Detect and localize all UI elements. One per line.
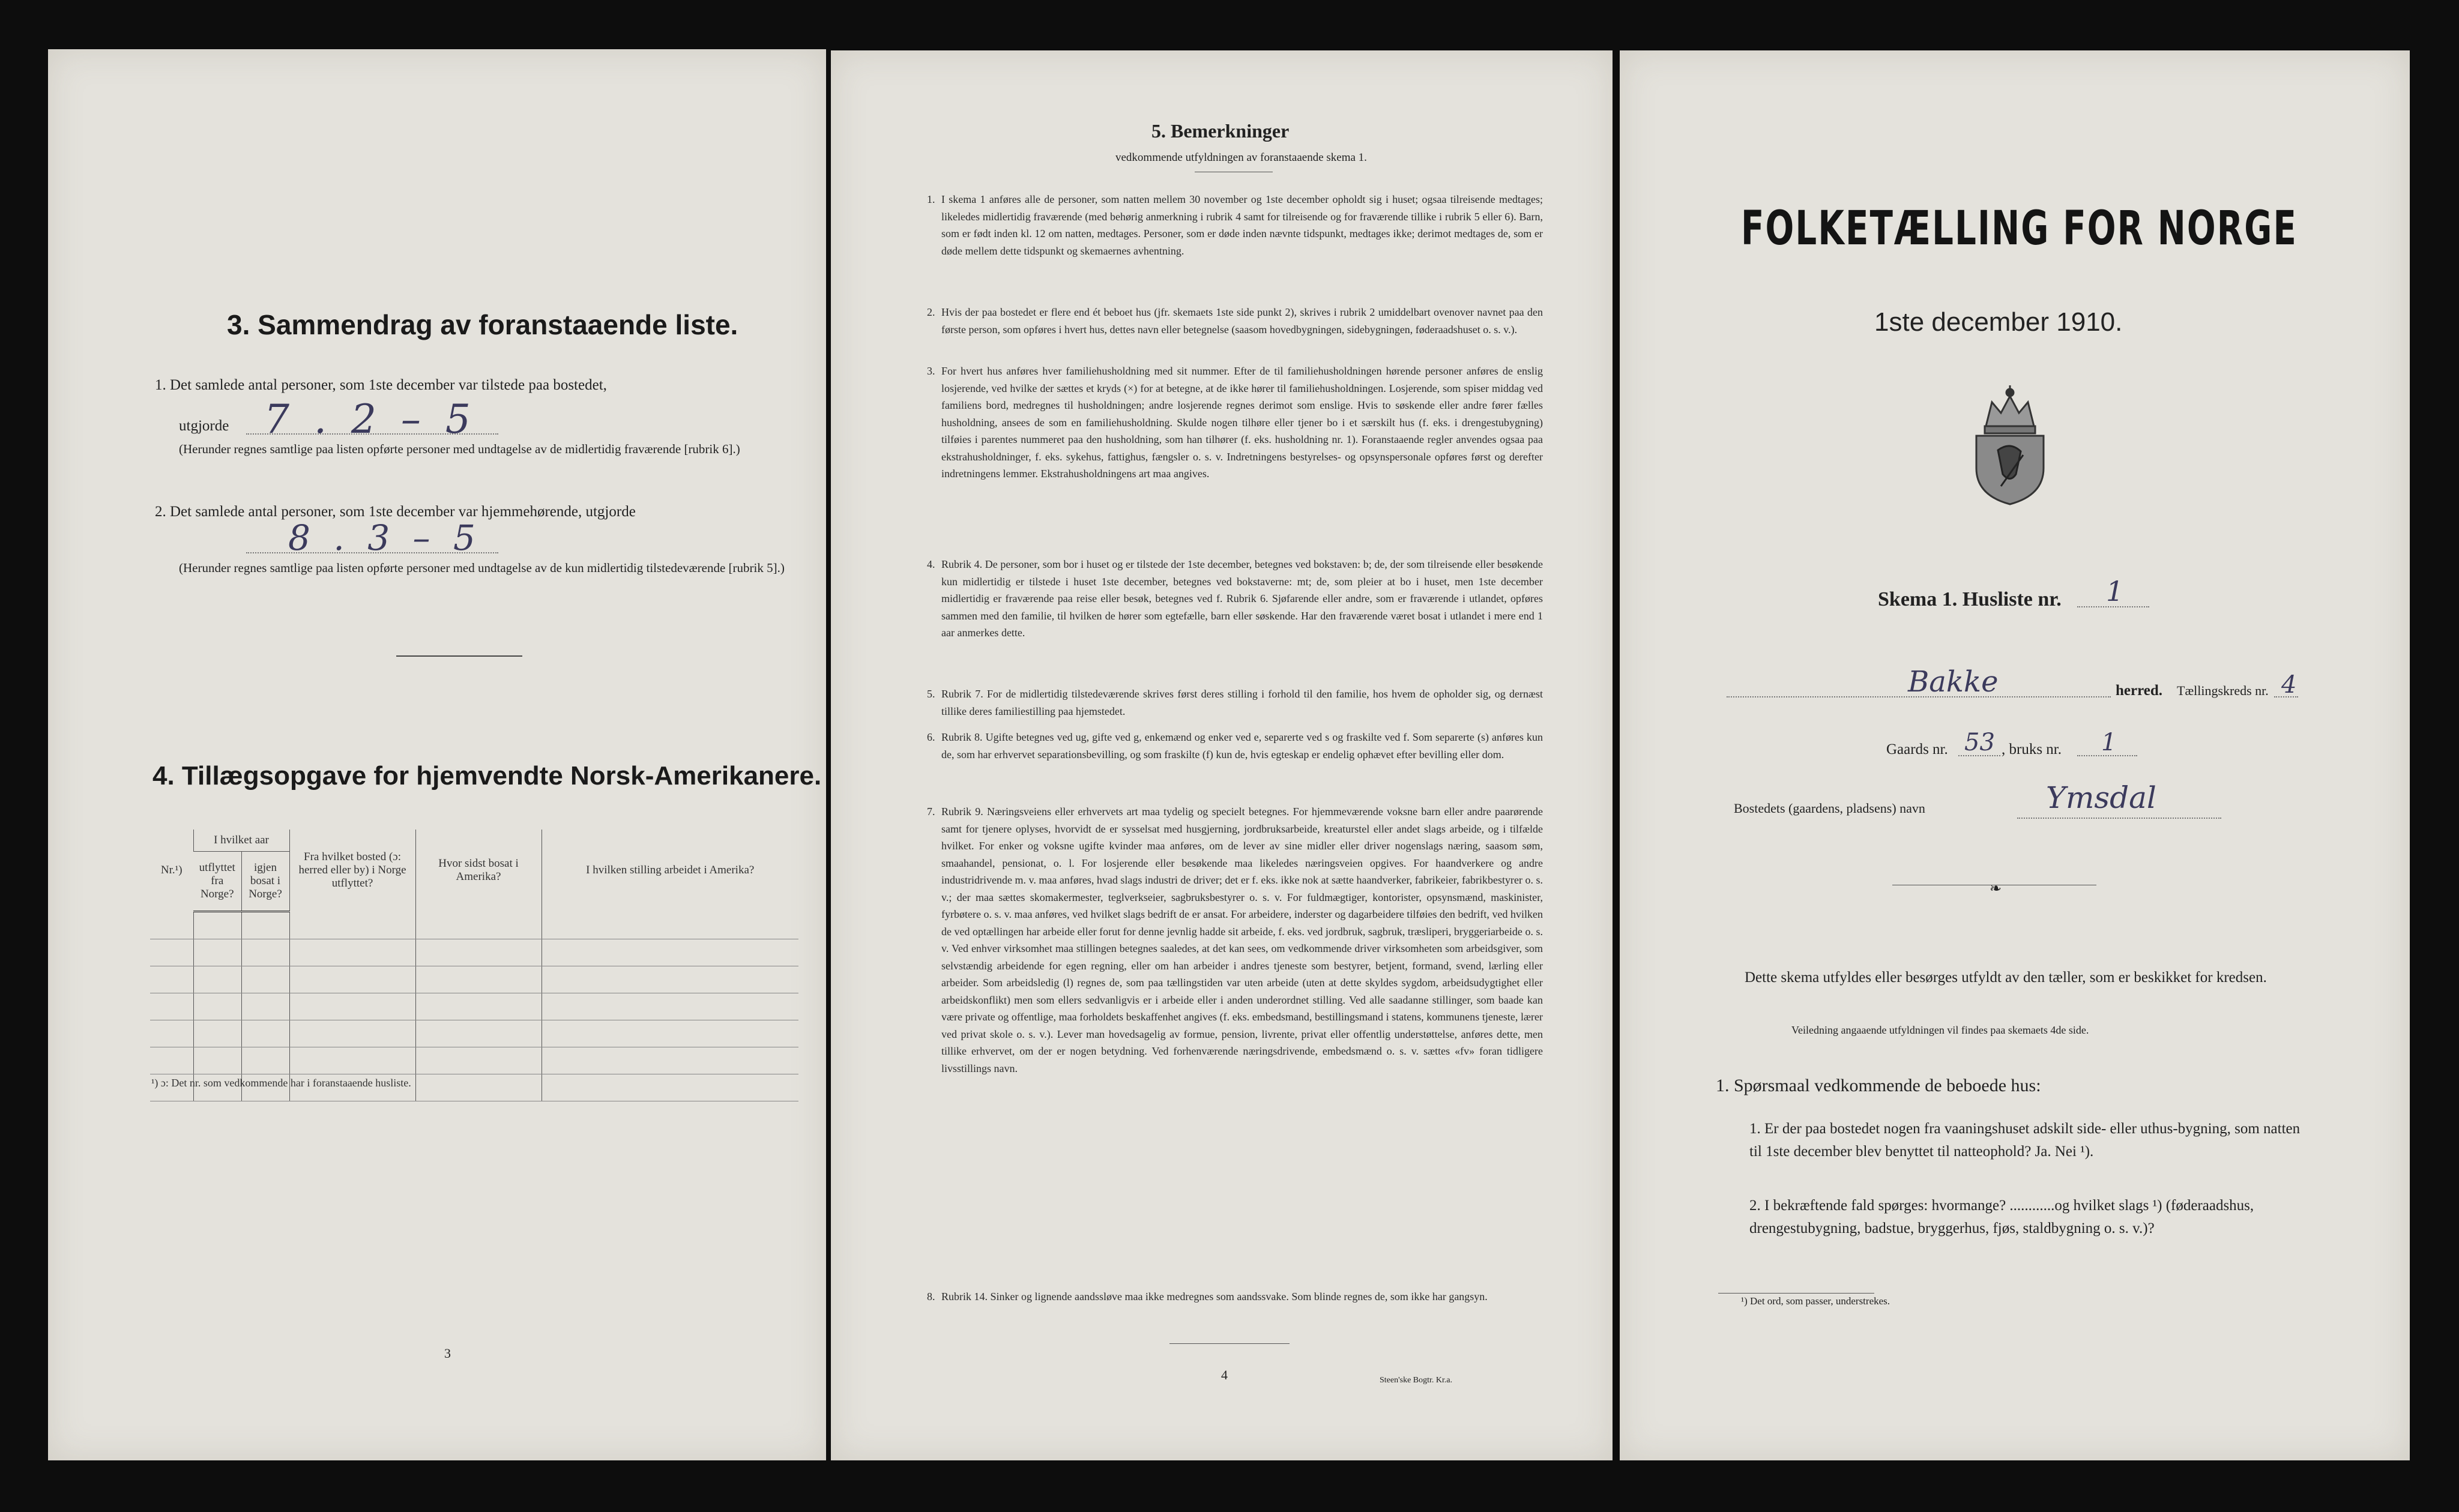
norwegian-coat-of-arms-icon (1968, 384, 2052, 507)
remark-number: 8. (927, 1291, 935, 1303)
col-header-group: I hvilket aar (193, 830, 289, 851)
table-cell (415, 939, 542, 966)
table-cell (415, 993, 542, 1020)
remark-text: Hvis der paa bostedet er flere end ét beboet hus (jfr. skemaets 1ste side punkt 2), skrives i rubrik 2 umiddelbart ovenover navnet paa den første person, som opføres i hvert hus, dettes navn eller betegnelse (saasom hovedbygningen, sidebygningen, føderaadshuset o. s. v.). (941, 306, 1543, 336)
table-cell (150, 1020, 193, 1047)
section3-item2-note: (Herunder regnes samtlige paa listen opførte personer med undtagelse av de kun midlertidig tilstedeværende [rubrik 5].) (179, 561, 785, 575)
husliste-number-handwritten: 1 (2106, 575, 2124, 607)
remark-item (927, 191, 1543, 259)
table-cell (542, 993, 798, 1020)
table-cell (542, 911, 798, 939)
table-cell (289, 939, 415, 966)
left-page (48, 49, 826, 1460)
table-cell (193, 1020, 241, 1047)
table-row (150, 966, 798, 993)
herred-handwritten: Bakke (1908, 665, 1999, 699)
remark-number: 7. (927, 806, 935, 818)
kreds-label: Tællingskreds nr. (2177, 683, 2269, 698)
col-header-fra: Fra hvilket bosted (ɔ: herred eller by) i Norge utflyttet? (289, 830, 415, 911)
remark-text: Rubrik 7. For de midlertidig tilstedeværende skrives først deres stilling i forhold til den familie, hos hvem de opholder sig, og dernæst tillike deres familiestilling paa hjemstedet. (941, 688, 1543, 717)
table-cell (542, 939, 798, 966)
col-header-igjen: igjen bosat i Norge? (241, 851, 289, 911)
remark-number: 1. (927, 193, 935, 205)
table-cell (289, 911, 415, 939)
table-cell (193, 966, 241, 993)
table-cell (193, 1047, 241, 1074)
table-cell (415, 1074, 542, 1101)
remark-number: 4. (927, 558, 935, 570)
table-cell (542, 1074, 798, 1101)
table-cell (193, 939, 241, 966)
remark-text: I skema 1 anføres alle de personer, som natten mellem 30 november og 1ste december opholdt sig i huset; ogsaa tilreisende medtages; likeledes midlertidig fraværende (med behørig anmerkning i rubrik 4 samt for tilreisende og for fraværende tillike i rubrik 5 eller 6). Barn, som er født inden kl. 12 om natten, medtages. Personer, som er døde inden nævnte tidspunkt, medtages ikke; derimot medtages de, som er døde mellem dette tidspunkt og skemaernes avhentning. (941, 193, 1543, 257)
remark-number: 2. (927, 306, 935, 318)
bruks-label: , bruks nr. (2002, 741, 2062, 758)
page-number-3: 3 (444, 1346, 451, 1361)
bosted-label: Bostedets (gaardens, pladsens) navn (1734, 801, 1925, 816)
remark-text: For hvert hus anføres hver familiehusholdning med sit nummer. Efter de til familiehusholdningen hørende personer anføres de enslig losjerende, ved hvilke der sættes et kryds (×) for at betegne, at de ikke hører til familiehusholdningen. Losjerende, som spiser middag ved familiens bord, medregnes til husholdningen; andre losjerende regnes derimot som enslige. Hvis to søskende eller andre fører fælles husholdning, ansees de som en familiehusholdning. Skulde nogen tilhøre eller tjener bo i et særskilt hus (f. eks. i drengestubygning) tilføies i parentes nummeret paa den husholdning, som han tilhører (f. eks. husholdning nr. 1). Foranstaaende regler anvendes ogsaa paa ekstrahusholdninger, f. eks. sykehus, fattighus, fængsler o. s. v. Indretningens bestyrelses- og opsynspersonale opføres først og derefter indretningens lemmer. Ekstrahusholdningens art maa angives. (941, 365, 1543, 480)
section3-item1-handwritten-value: 7 . 2 – 5 (264, 396, 477, 442)
remarks-title: 5. Bemerkninger (1151, 120, 1290, 142)
footnote-rule (1718, 1293, 1874, 1294)
bosted-dotline (2017, 818, 2221, 819)
gaards-label: Gaards nr. (1886, 741, 1948, 758)
veiledning-text: Veiledning angaaende utfyldningen vil findes paa skemaets 4de side. (1791, 1024, 2089, 1036)
table-cell (289, 993, 415, 1020)
remark-text: Rubrik 4. De personer, som bor i huset og er tilstede der 1ste december, betegnes ved bokstaven: b; de, der som tilreisende eller besøkende kun midlertidig er tilstede i huset 1ste december, betegnes ved bokstaverne: mt; de, som pleier at bo i huset, men 1ste december midlertidig er fraværende paa reise eller besøk, betegnes ved f. Rubrik 6. Sjøfarende eller andre, som er fraværende i utlandet, opføres sammen med den familie, til hvilken de hører som egtefælle, barn eller søskende. Har den fraværende været bosat i utlandet i mere end 1 aar anmerkes dette. (941, 558, 1543, 639)
table-cell (241, 939, 289, 966)
col-header-stilling: I hvilken stilling arbeidet i Amerika? (542, 830, 798, 911)
remark-text: Rubrik 8. Ugifte betegnes ved ug, gifte ved g, enkemænd og enker ved e, separerte ved s og fraskilte ved f. Som separerte (s) anføres kun de, som har erhvervet separationsbevilling, og som fraskilte (f) kun de, hvis egteskap er endelig ophævet efter bevilling eller dom. (941, 731, 1543, 761)
remark-number: 5. (927, 688, 935, 700)
remark-item (927, 729, 1543, 763)
table-cell (241, 966, 289, 993)
table-cell (415, 1047, 542, 1074)
remark-item (927, 803, 1543, 1077)
table-cell (193, 993, 241, 1020)
remark-item (927, 556, 1543, 642)
remark-text: Rubrik 14. Sinker og lignende aandssløve maa ikke medregnes som aandssvake. Som blinde regnes de, som ikke har gangsyn. (941, 1291, 1488, 1303)
bruks-handwritten: 1 (2101, 729, 2117, 756)
section3-item2-handwritten-value: 8 . 3 – 5 (288, 517, 481, 558)
section3-item1-label: utgjorde (179, 418, 229, 434)
table-cell (150, 911, 193, 939)
skema-label: Skema 1. Husliste nr. (1878, 588, 2062, 610)
bosted-handwritten: Ymsdal (2046, 780, 2156, 815)
gaards-handwritten: 53 (1964, 729, 1995, 756)
kreds-handwritten: 4 (2281, 671, 2297, 699)
remark-item (927, 304, 1543, 338)
table-cell (241, 911, 289, 939)
section3-item1-text: 1. Det samlede antal personer, som 1ste december var tilstede paa bostedet, (155, 377, 607, 393)
herred-label: herred. (2116, 682, 2162, 699)
page-number-4: 4 (1221, 1367, 1228, 1382)
table-row (150, 1047, 798, 1074)
table-cell (150, 966, 193, 993)
table-cell (241, 993, 289, 1020)
table-cell (193, 911, 241, 939)
section4-title: 4. Tillægsopgave for hjemvendte Norsk-Amerikanere. (152, 761, 822, 791)
table-cell (415, 1020, 542, 1047)
table-cell (241, 1047, 289, 1074)
section4-footnote: ¹) ɔ: Det nr. som vedkommende har i foranstaaende husliste. (151, 1077, 411, 1089)
table-cell (542, 1047, 798, 1074)
table-row (150, 993, 798, 1020)
question-heading: 1. Spørsmaal vedkommende de beboede hus: (1716, 1076, 2041, 1095)
fleuron-ornament-icon: ❧ (1990, 881, 2002, 897)
section3-title: 3. Sammendrag av foranstaaende liste. (227, 309, 738, 340)
table-cell (150, 939, 193, 966)
table-body (150, 911, 798, 1101)
table-cell (289, 1047, 415, 1074)
remark-number: 6. (927, 731, 935, 743)
remark-item (927, 1288, 1543, 1306)
form-title: FOLKETÆLLING FOR NORGE (1741, 202, 2298, 256)
remark-item (927, 363, 1543, 483)
question-1: 1. Er der paa bostedet nogen fra vaaningshuset adskilt side- eller uthus-bygning, som natten til 1ste december blev benyttet til natteophold? Ja. Nei ¹). (1749, 1121, 2301, 1160)
table-cell (289, 1020, 415, 1047)
section-divider (396, 655, 522, 657)
table-cell (289, 966, 415, 993)
printer-credit: Steen'ske Bogtr. Kr.a. (1380, 1376, 1453, 1385)
table-cell (241, 1020, 289, 1047)
remarks-end-rule (1169, 1343, 1290, 1344)
remark-item (927, 685, 1543, 720)
question-2: 2. I bekræftende fald spørges: hvormange? ............og hvilket slags ¹) (føderaadshus, drengestubygning, badstue, bryggerhus, fjøs, staldbygning o. s. v.)? (1749, 1197, 2254, 1236)
remark-text: Rubrik 9. Næringsveiens eller erhvervets art maa tydelig og specielt betegnes. For hjemmeværende voksne barn eller andre paarørende samt for tjenere oplyses, hvorvidt de er sysselsat med husgjerning, jordbruksarbeide, kreaturstel eller andet slags arbeide, og i tilfælde hvilket. For enker og voksne ugifte kvinder maa anføres, om de lever av sine midler eller driver nogenslags næring, saasom søm, smaahandel, pensionat, o. l. For losjerende eller besøkende maa likeledes næringsveien opgives. For haandverkere og andre industridrivende m. v. maa anføres, hvad slags industri de driver; det er f. eks. ikke nok at sætte haandverker, fabrikeier, fabrikbestyrer o. s. v.; der maa sættes skomakermester, teglverkseier, sagbruksbestyrer o. s. v. For fuldmægtiger, kontorister, opsynsmænd, maskinister, fyrbøtere o. s. v. maa anføres, ved hvilket slags bedrift de er ansat. For arbeidere, inderster og dagarbeidere tilføies den bedrift, ved hvilken de ved optællingen har arbeide eller forut for denne jevnlig hadde sit arbeide, f. eks. ved jordbruk, sagbruk, træsliperi, bryggeriarbeide o. s. v. Ved enhver virksomhet maa stillingen betegnes saaledes, at det kan sees, om vedkommende driver virksomheten som arbeidsgiver, som selvstændig arbeidende for egen regning, eller om han arbeider i andres tjeneste som bestyrer, betjent, formand, svend, lærling eller arbeider. Som arbeidsledig (l) regnes de, som paa tællingstiden var uten arbeide (uten at dette skyldes sygdom, arbeidsudygtighet eller arbeidskonflikt) men som ellers sedvanligvis er i arbeide eller i anden underordnet stilling. Ved alle saadanne stillinger, som baade kan være private og offentlige, maa forholdets beskaffenhet angives (f. eks. embedsmand, bestillingsmand i statens, kommunens tjeneste, lærer ved privat skole o. s. v.). Lever man hovedsagelig av formue, pension, livrente, privat eller offentlig understøttelse, anføres dette, men tillike erhvervet, om der er nogen betydning. Ved forhenværende næringsdrivende, embedsmænd o. s. v. sættes «fv» foran tidligere livsstillings navn. (941, 806, 1543, 1074)
col-header-nr: Nr.¹) (160, 864, 183, 876)
remarks-subtitle: vedkommende utfyldningen av foranstaaende skema 1. (1115, 151, 1367, 164)
table-cell (542, 1020, 798, 1047)
table-cell (415, 911, 542, 939)
table-row (150, 1020, 798, 1047)
section3-item1-note: (Herunder regnes samtlige paa listen opførte personer med undtagelse av de midlertidig fraværende [rubrik 6].) (179, 442, 740, 456)
table-cell (150, 1047, 193, 1074)
table-cell (415, 966, 542, 993)
table-cell (150, 993, 193, 1020)
table-row (150, 939, 798, 966)
right-footnote: ¹) Det ord, som passer, understrekes. (1741, 1295, 1890, 1307)
table-row (150, 911, 798, 939)
instruction-text: Dette skema utfyldes eller besørges utfyldt av den tæller, som er beskikket for kredsen. (1745, 969, 2267, 986)
col-header-utflyttet: utflyttet fra Norge? (193, 851, 241, 911)
col-header-hvor: Hvor sidst bosat i Amerika? (415, 830, 542, 911)
remark-number: 3. (927, 365, 935, 377)
census-date: 1ste december 1910. (1874, 307, 2123, 337)
section3-item2-text: 2. Det samlede antal personer, som 1ste december var hjemmehørende, utgjorde (155, 504, 636, 520)
table-cell (542, 966, 798, 993)
norsk-amerikanere-table (150, 830, 798, 1101)
